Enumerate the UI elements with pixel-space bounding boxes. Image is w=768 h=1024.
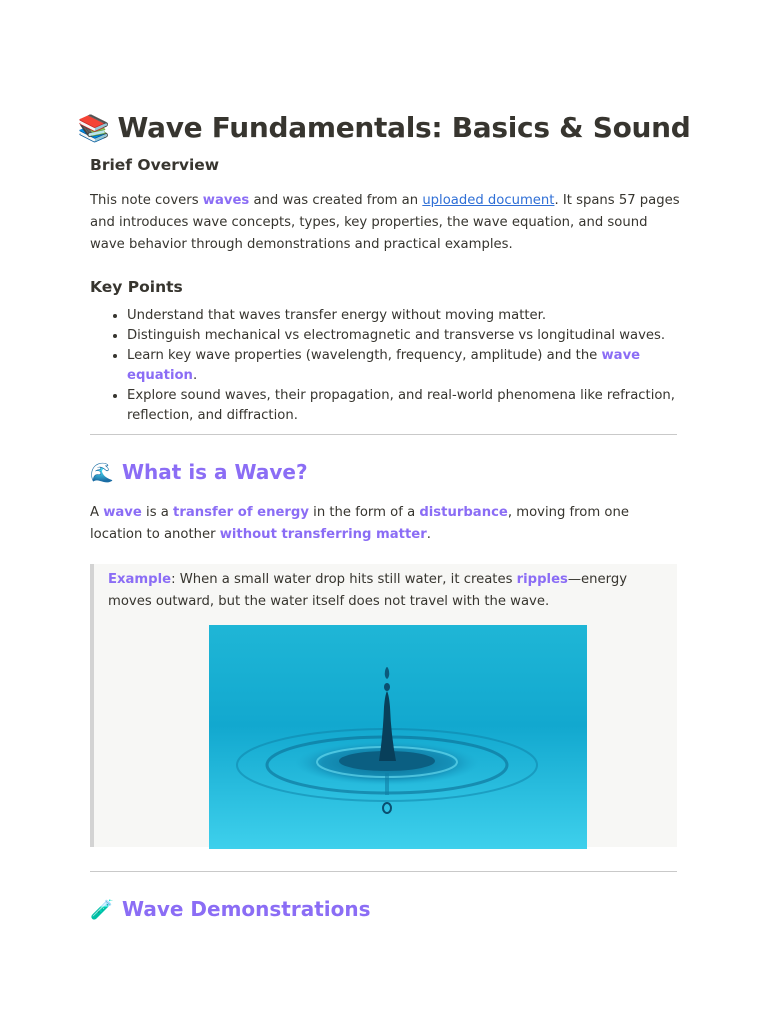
- section-heading-wave-demonstrations: [90, 897, 371, 921]
- example-text: —energy moves outward, but the water itself does not travel with the wave.: [108, 572, 627, 609]
- section-heading-text: What is a Wave?: [122, 460, 308, 484]
- wave-icon: 🌊: [90, 461, 114, 484]
- key-point-text: .: [192, 368, 198, 383]
- key-point-item: • Understand that waves transfer energy without moving matter.: [127, 306, 687, 326]
- key-point-text: Learn key wave properties (wavelength, frequency, amplitude) and the: [127, 348, 602, 363]
- key-points-list: [90, 306, 687, 426]
- section-divider: [90, 434, 677, 435]
- example-paragraph: [108, 569, 663, 613]
- water-drop-image: [209, 625, 587, 849]
- wave-equation-highlight: wave equation: [127, 348, 641, 383]
- example-text: : When a small water drop hits still water, it creates: [171, 572, 517, 587]
- page-title-text: Wave Fundamentals: Basics & Sound: [117, 110, 691, 144]
- key-point-item: • Explore sound waves, their propagation, and real-world phenomena like refraction, reflection, and diffraction.: [127, 386, 687, 426]
- definition-text: in the form of a: [308, 505, 420, 520]
- transfer-of-energy-highlight: transfer of energy: [173, 505, 309, 520]
- wave-highlight: wave: [103, 505, 142, 520]
- page-title: [0, 111, 768, 144]
- overview-text: and was created from an: [249, 193, 423, 208]
- topic-highlight: waves: [202, 193, 250, 208]
- key-point-item: • Distinguish mechanical vs electromagnetic and transverse vs longitudinal waves.: [127, 326, 687, 346]
- without-transferring-matter-highlight: without transferring matter: [219, 527, 427, 542]
- overview-heading: Brief Overview: [90, 156, 220, 174]
- overview-text: . It spans 57 pages and introduces wave concepts, types, key properties, the wave equation, and sound wave behavior through demonstrations and practical examples.: [90, 193, 680, 252]
- ripples-highlight: ripples: [516, 572, 568, 587]
- example-callout: [90, 564, 677, 847]
- disturbance-highlight: disturbance: [419, 505, 508, 520]
- definition-text: .: [426, 527, 431, 542]
- key-points-heading: Key Points: [90, 278, 183, 296]
- uploaded-document-link[interactable]: uploaded document: [422, 193, 555, 208]
- example-label: Example: [108, 572, 172, 587]
- test-tube-icon: 🧪: [90, 898, 114, 921]
- key-point-item: [127, 346, 687, 386]
- overview-paragraph: [90, 190, 680, 256]
- definition-text: , moving from one location to another: [90, 505, 629, 542]
- overview-text: This note covers: [90, 193, 203, 208]
- definition-text: A: [90, 505, 104, 520]
- section-heading-text: Wave Demonstrations: [122, 897, 371, 921]
- books-icon: 📚: [77, 113, 110, 144]
- section-divider: [90, 871, 677, 872]
- definition-text: is a: [141, 505, 174, 520]
- section-heading-what-is-a-wave: [90, 460, 308, 484]
- wave-definition-paragraph: [90, 502, 680, 546]
